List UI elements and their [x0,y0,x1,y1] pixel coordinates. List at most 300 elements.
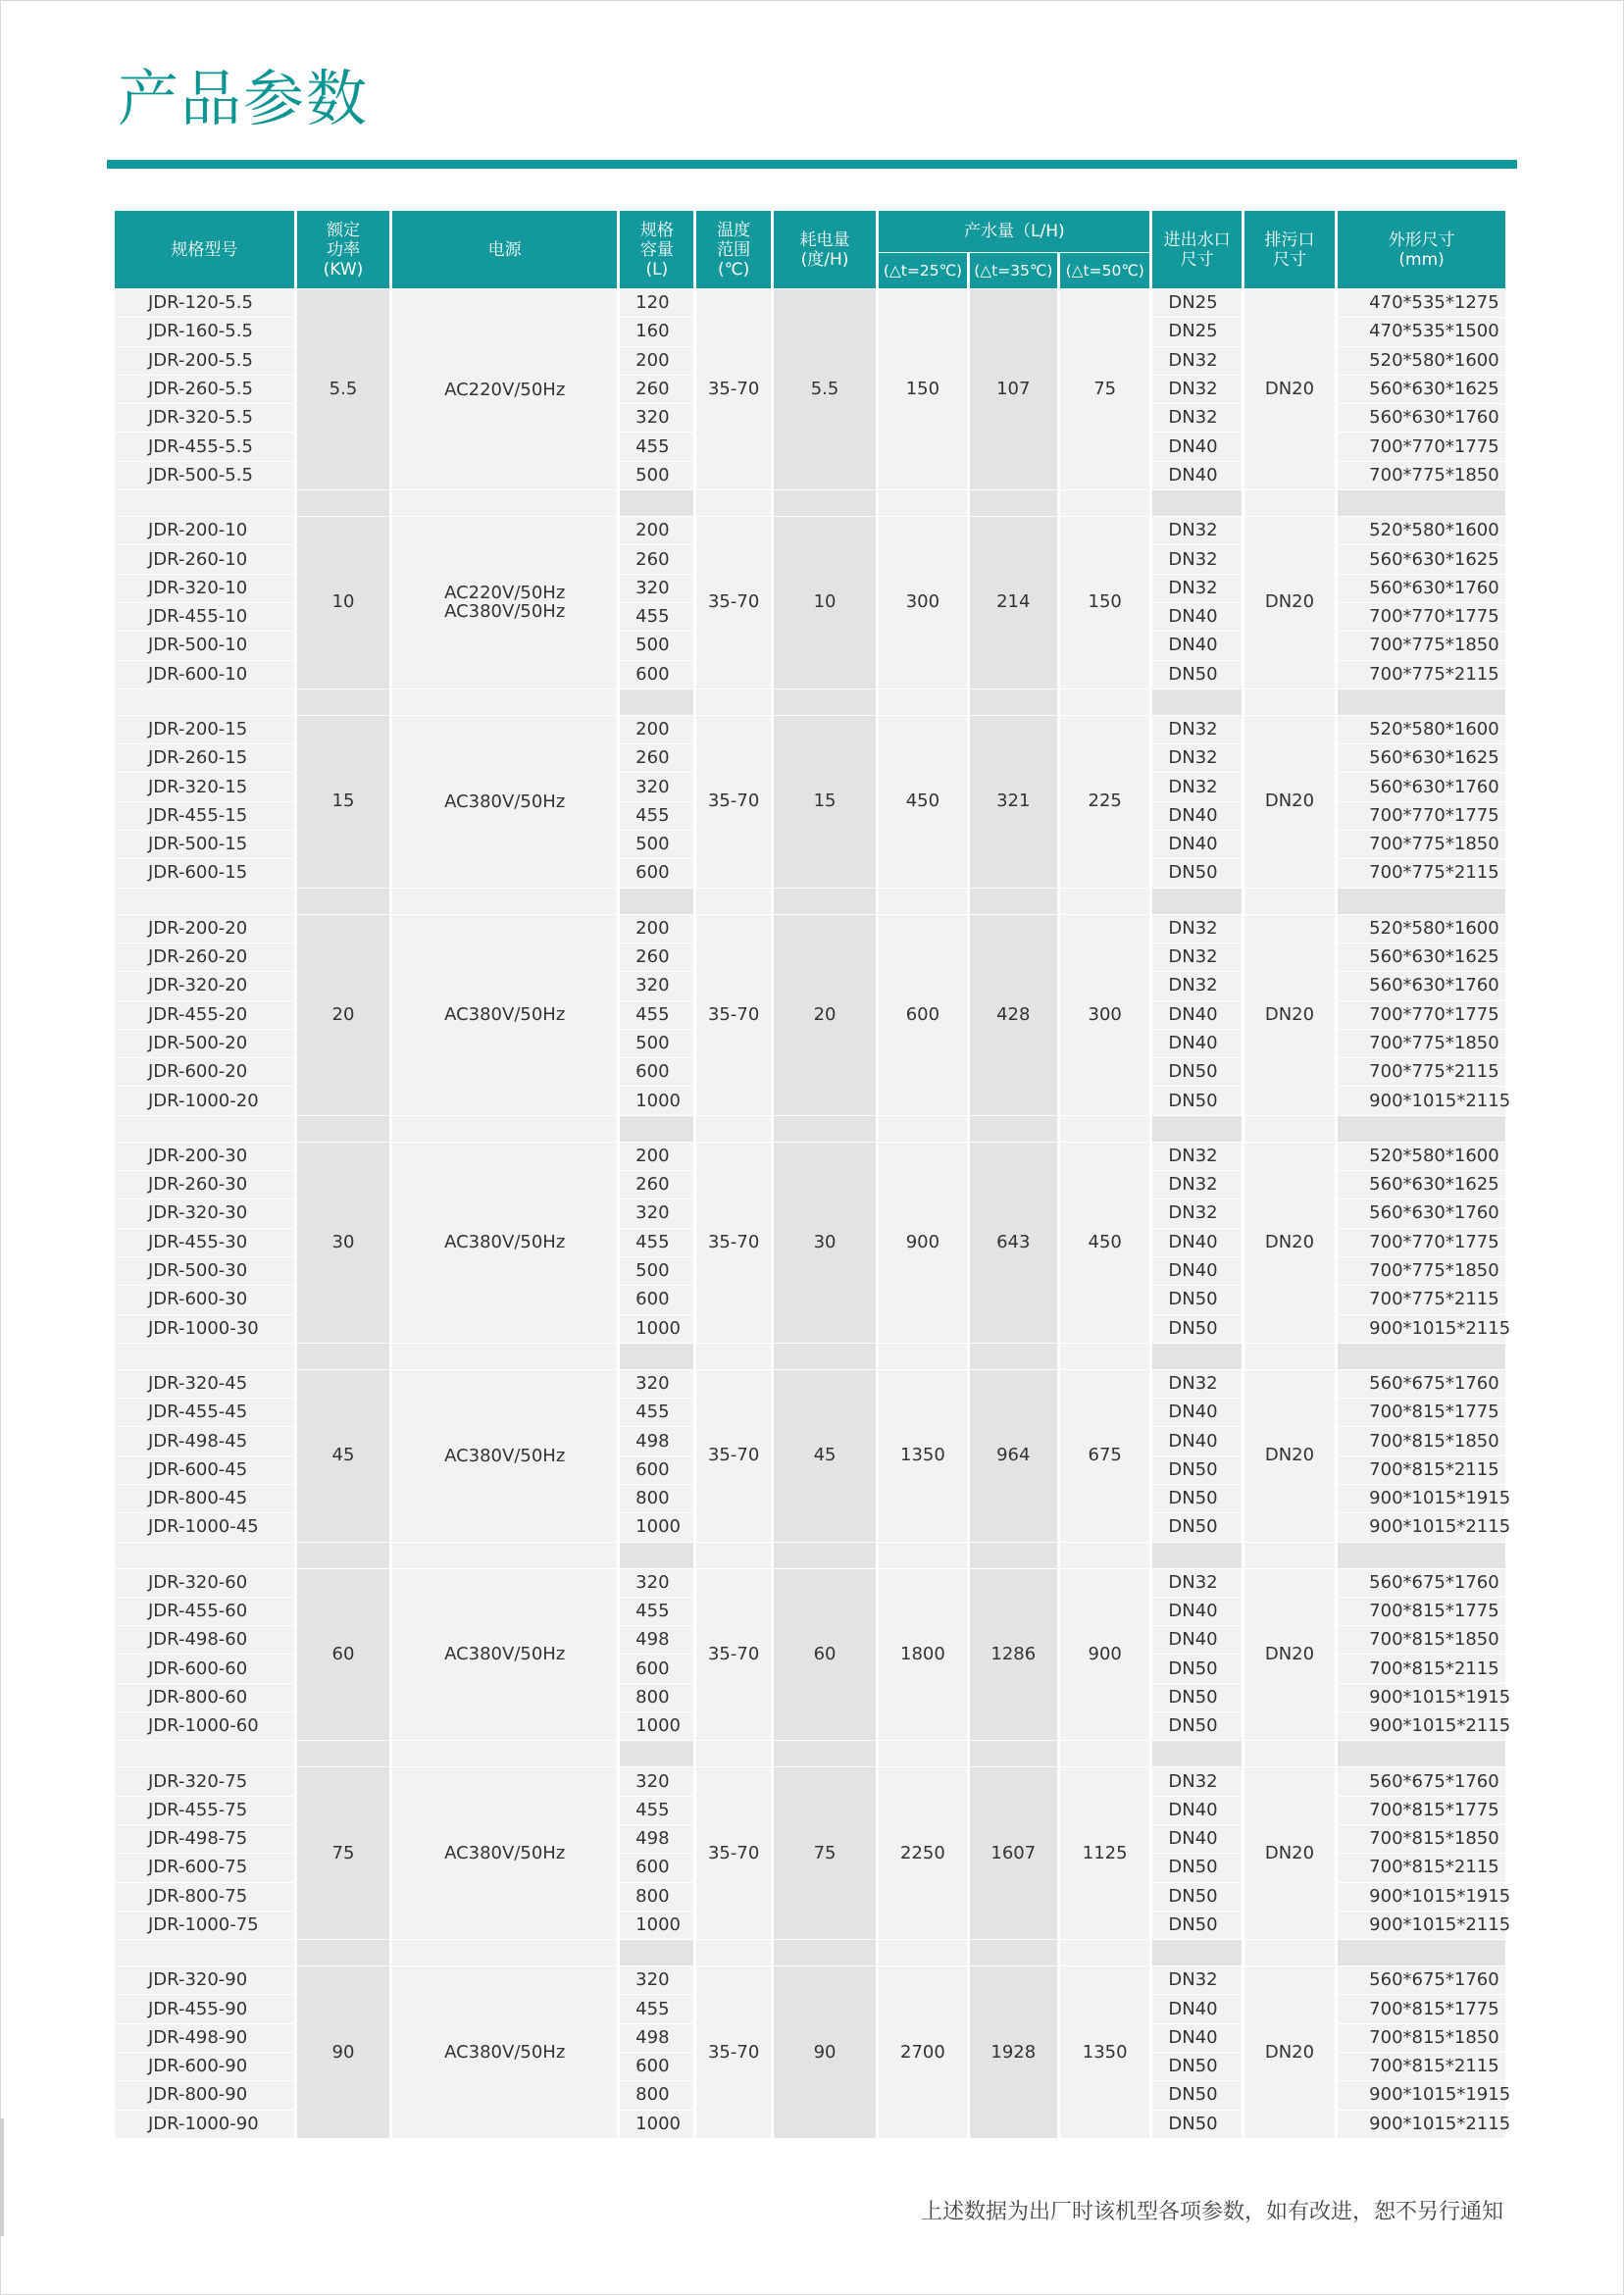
output-25-cell: 300 [879,517,966,688]
capacity-cell: 455 [620,603,693,631]
inlet-size-cell: DN50 [1152,1315,1241,1343]
model-cell: JDR-498-75 [115,1825,294,1853]
drain-size-cell: DN20 [1244,289,1335,489]
dimensions-cell: 470*535*1500 [1338,318,1505,345]
spacer-cell [970,1741,1057,1766]
spacer-cell [774,1940,876,1965]
spec-table [112,210,1511,2139]
spacer-cell [297,889,389,914]
capacity-cell: 260 [620,744,693,772]
model-cell: JDR-320-60 [115,1569,294,1597]
spacer-cell [1244,889,1335,914]
inlet-size-cell: DN50 [1152,1058,1241,1086]
dimensions-cell: 700*775*2115 [1338,1058,1505,1086]
inlet-size-cell: DN32 [1152,744,1241,772]
table-row [115,1370,1505,1398]
spacer-cell [774,490,876,516]
power-cell: 45 [297,1370,389,1542]
output-25-cell: 450 [879,716,966,888]
consumption-cell: 10 [774,517,876,688]
header-temp-l2: 范围 [717,239,751,260]
spacer-cell [1244,1741,1335,1766]
capacity-cell: 500 [620,1257,693,1285]
spacer-cell [879,1741,966,1766]
dimensions-cell: 560*630*1760 [1338,972,1505,999]
header-output-35: (△t=35℃) [970,253,1057,288]
inlet-size-cell: DN25 [1152,318,1241,345]
spacer-cell [1244,490,1335,516]
model-cell: JDR-600-10 [115,661,294,688]
dimensions-cell: 700*775*2115 [1338,859,1505,887]
header-drain-l2: 尺寸 [1272,249,1306,270]
spacer-cell [392,1543,617,1568]
inlet-size-cell: DN50 [1152,1655,1241,1682]
inlet-size-cell: DN50 [1152,1087,1241,1114]
spacer-cell [970,689,1057,715]
spacer-cell [696,1116,770,1142]
dimensions-cell: 700*770*1775 [1338,433,1505,460]
power-supply-line: AC380V/50Hz [444,2042,566,2064]
inlet-size-cell: DN40 [1152,603,1241,631]
power-supply-cell [392,1966,617,2138]
header-model: 规格型号 [115,211,294,288]
power-cell: 5.5 [297,289,389,489]
header-capacity [620,211,693,288]
model-cell: JDR-498-45 [115,1427,294,1454]
spacer-cell [1338,1116,1505,1142]
dimensions-cell: 700*815*1850 [1338,2024,1505,2052]
spacer-cell [115,490,294,516]
spacer-cell [297,1741,389,1766]
capacity-cell: 200 [620,915,693,943]
model-cell: JDR-498-90 [115,2024,294,2052]
capacity-cell: 455 [620,1797,693,1824]
output-25-cell: 150 [879,289,966,489]
group-spacer-row [115,1940,1505,1965]
model-cell: JDR-1000-30 [115,1315,294,1343]
spacer-cell [1060,689,1149,715]
model-cell: JDR-320-5.5 [115,404,294,432]
model-cell: JDR-800-90 [115,2081,294,2109]
capacity-cell: 200 [620,716,693,743]
dimensions-cell: 700*815*1850 [1338,1626,1505,1654]
inlet-size-cell: DN32 [1152,773,1241,800]
spacer-cell [115,889,294,914]
model-cell: JDR-600-20 [115,1058,294,1086]
spacer-cell [620,1543,693,1568]
inlet-size-cell: DN32 [1152,1143,1241,1170]
power-cell: 20 [297,915,389,1115]
spacer-cell [1244,1940,1335,1965]
output-50-cell: 150 [1060,517,1149,688]
table-header [115,211,1505,288]
output-50-cell: 225 [1060,716,1149,888]
header-capacity-l2: 容量 [639,239,674,260]
dimensions-cell: 520*580*1600 [1338,517,1505,544]
model-cell: JDR-320-20 [115,972,294,999]
table-body [115,289,1511,2138]
inlet-size-cell: DN50 [1152,2053,1241,2080]
model-cell: JDR-260-30 [115,1171,294,1198]
capacity-cell: 1000 [620,2111,693,2138]
table-row [115,1966,1505,1994]
dimensions-cell: 560*630*1625 [1338,944,1505,971]
page-title: 产品参数 [118,63,370,134]
spacer-cell [297,1116,389,1142]
model-cell: JDR-200-5.5 [115,347,294,375]
table-row [115,1767,1505,1795]
capacity-cell: 200 [620,517,693,544]
model-cell: JDR-1000-90 [115,2111,294,2138]
inlet-size-cell: DN40 [1152,632,1241,659]
spacer-cell [620,1741,693,1766]
power-cell: 15 [297,716,389,888]
dimensions-cell: 700*815*2115 [1338,2053,1505,2080]
dimensions-cell: 900*1015*2115 [1338,1087,1505,1114]
dimensions-cell: 560*630*1760 [1338,1199,1505,1227]
model-cell: JDR-260-5.5 [115,376,294,403]
capacity-cell: 200 [620,347,693,375]
dimensions-cell: 700*775*1850 [1338,462,1505,489]
dimensions-cell: 470*535*1275 [1338,289,1505,317]
inlet-size-cell: DN32 [1152,517,1241,544]
spacer-cell [970,1344,1057,1369]
capacity-cell: 800 [620,1485,693,1512]
dimensions-cell: 560*675*1760 [1338,1370,1505,1398]
header-power-l1: 额定 [326,220,360,240]
power-supply-cell [392,1143,617,1343]
output-35-cell: 643 [970,1143,1057,1343]
spacer-cell [620,889,693,914]
temp-range-cell: 35-70 [696,289,770,489]
model-cell: JDR-800-60 [115,1684,294,1711]
spacer-cell [1338,1741,1505,1766]
dimensions-cell: 900*1015*2115 [1338,1315,1505,1343]
model-cell: JDR-600-75 [115,1854,294,1881]
spacer-cell [1152,1741,1241,1766]
model-cell: JDR-320-75 [115,1767,294,1795]
power-cell: 30 [297,1143,389,1343]
spacer-cell [1338,889,1505,914]
header-power-l3: (KW) [323,259,364,280]
output-50-cell: 300 [1060,915,1149,1115]
spacer-cell [1338,1344,1505,1369]
spacer-cell [297,689,389,715]
drain-size-cell: DN20 [1244,1767,1335,1939]
group-spacer-row [115,689,1505,715]
spacer-cell [115,1741,294,1766]
spacer-cell [1152,490,1241,516]
consumption-cell: 20 [774,915,876,1115]
spacer-cell [970,1543,1057,1568]
spacer-cell [1152,1940,1241,1965]
dimensions-cell: 560*630*1625 [1338,376,1505,403]
dimensions-cell: 560*630*1760 [1338,575,1505,602]
header-capacity-l3: (L) [645,259,669,280]
inlet-size-cell: DN50 [1152,1684,1241,1711]
spacer-cell [879,1116,966,1142]
inlet-size-cell: DN40 [1152,1825,1241,1853]
group-spacer-row [115,889,1505,914]
spacer-cell [392,889,617,914]
model-cell: JDR-320-45 [115,1370,294,1398]
model-cell: JDR-455-5.5 [115,433,294,460]
model-cell: JDR-600-60 [115,1655,294,1682]
inlet-size-cell: DN40 [1152,1030,1241,1057]
output-25-cell: 900 [879,1143,966,1343]
capacity-cell: 455 [620,1229,693,1256]
dimensions-cell: 520*580*1600 [1338,915,1505,943]
drain-size-cell: DN20 [1244,517,1335,688]
output-50-cell: 1350 [1060,1966,1149,2138]
consumption-cell: 60 [774,1569,876,1741]
dimensions-cell: 560*630*1760 [1338,773,1505,800]
output-25-cell: 2700 [879,1966,966,2138]
output-25-cell: 1350 [879,1370,966,1542]
spacer-cell [1060,1344,1149,1369]
inlet-size-cell: DN32 [1152,545,1241,573]
power-supply-cell [392,1569,617,1741]
spacer-cell [115,1116,294,1142]
header-power [297,211,389,288]
dimensions-cell: 900*1015*1915 [1338,1485,1505,1512]
spacer-cell [1060,889,1149,914]
inlet-size-cell: DN40 [1152,1598,1241,1625]
header-temp-l3: (℃) [717,259,750,280]
dimensions-cell: 520*580*1600 [1338,347,1505,375]
dimensions-cell: 900*1015*1915 [1338,2081,1505,2109]
capacity-cell: 320 [620,1370,693,1398]
power-cell: 10 [297,517,389,688]
dimensions-cell: 700*775*1850 [1338,1030,1505,1057]
dimensions-cell: 560*630*1625 [1338,545,1505,573]
model-cell: JDR-455-75 [115,1797,294,1824]
model-cell: JDR-600-90 [115,2053,294,2080]
power-supply-cell [392,1767,617,1939]
power-supply-line: AC380V/50Hz [444,1644,566,1665]
spacer-cell [115,689,294,715]
capacity-cell: 498 [620,1427,693,1454]
capacity-cell: 500 [620,632,693,659]
capacity-cell: 600 [620,859,693,887]
spacer-cell [297,1543,389,1568]
header-consumption [774,211,876,288]
power-supply-line: AC380V/50Hz [444,1445,566,1466]
spacer-cell [1338,1543,1505,1568]
power-supply-cell [392,289,617,489]
spacer-cell [1338,689,1505,715]
capacity-cell: 600 [620,1655,693,1682]
inlet-size-cell: DN40 [1152,831,1241,858]
dimensions-cell: 700*770*1775 [1338,1229,1505,1256]
inlet-size-cell: DN50 [1152,1912,1241,1939]
inlet-size-cell: DN50 [1152,859,1241,887]
capacity-cell: 200 [620,1143,693,1170]
spacer-cell [115,1543,294,1568]
consumption-cell: 30 [774,1143,876,1343]
dimensions-cell: 560*675*1760 [1338,1569,1505,1597]
dimensions-cell: 900*1015*1915 [1338,1684,1505,1711]
inlet-size-cell: DN50 [1152,1854,1241,1881]
capacity-cell: 120 [620,289,693,317]
dimensions-cell: 700*775*2115 [1338,661,1505,688]
model-cell: JDR-500-5.5 [115,462,294,489]
spacer-cell [774,1543,876,1568]
temp-range-cell: 35-70 [696,1966,770,2138]
capacity-cell: 1000 [620,1315,693,1343]
inlet-size-cell: DN50 [1152,1712,1241,1740]
output-50-cell: 75 [1060,289,1149,489]
table-row [115,517,1505,544]
output-35-cell: 107 [970,289,1057,489]
power-supply-line: AC380V/50Hz [444,1004,566,1026]
spacer-cell [1338,490,1505,516]
output-35-cell: 1607 [970,1767,1057,1939]
spacer-cell [879,1940,966,1965]
inlet-size-cell: DN40 [1152,2024,1241,2052]
spacer-cell [297,1344,389,1369]
model-cell: JDR-160-5.5 [115,318,294,345]
output-35-cell: 1286 [970,1569,1057,1741]
header-temp [696,211,770,288]
inlet-size-cell: DN32 [1152,1569,1241,1597]
capacity-cell: 455 [620,1598,693,1625]
model-cell: JDR-1000-75 [115,1912,294,1939]
group-spacer-row [115,1344,1505,1369]
output-50-cell: 450 [1060,1143,1149,1343]
temp-range-cell: 35-70 [696,1370,770,1542]
capacity-cell: 455 [620,433,693,460]
capacity-cell: 260 [620,376,693,403]
dimensions-cell: 900*1015*2115 [1338,1513,1505,1541]
inlet-size-cell: DN40 [1152,433,1241,460]
inlet-size-cell: DN32 [1152,1370,1241,1398]
spacer-cell [970,1940,1057,1965]
capacity-cell: 600 [620,1456,693,1484]
spacer-cell [1338,1940,1505,1965]
spacer-cell [297,1940,389,1965]
dimensions-cell: 560*630*1760 [1338,404,1505,432]
power-supply-line: AC380V/50Hz [444,1232,566,1253]
inlet-size-cell: DN32 [1152,376,1241,403]
spacer-cell [392,1940,617,1965]
inlet-size-cell: DN50 [1152,1485,1241,1512]
inlet-size-cell: DN50 [1152,1286,1241,1313]
inlet-size-cell: DN50 [1152,1513,1241,1541]
spacer-cell [970,889,1057,914]
capacity-cell: 1000 [620,1087,693,1114]
spacer-cell [1060,1741,1149,1766]
dimensions-cell: 560*630*1625 [1338,744,1505,772]
model-cell: JDR-600-45 [115,1456,294,1484]
header-dims-l1: 外形尺寸 [1388,230,1455,250]
dimensions-cell: 700*775*1850 [1338,632,1505,659]
spacer-cell [1244,1116,1335,1142]
header-consumption-l2: (度/H) [800,249,849,270]
model-cell: JDR-320-10 [115,575,294,602]
inlet-size-cell: DN32 [1152,1199,1241,1227]
inlet-size-cell: DN32 [1152,716,1241,743]
consumption-cell: 5.5 [774,289,876,489]
inlet-size-cell: DN40 [1152,1995,1241,2022]
header-output-50: (△t=50℃) [1060,253,1149,288]
inlet-size-cell: DN32 [1152,1767,1241,1795]
inlet-size-cell: DN40 [1152,1797,1241,1824]
power-supply-line: AC220V/50Hz [444,379,566,400]
spacer-cell [1152,889,1241,914]
inlet-size-cell: DN50 [1152,1456,1241,1484]
output-35-cell: 1928 [970,1966,1057,2138]
inlet-size-cell: DN32 [1152,404,1241,432]
spacer-cell [1244,1344,1335,1369]
model-cell: JDR-800-75 [115,1883,294,1911]
drain-size-cell: DN20 [1244,1370,1335,1542]
dimensions-cell: 900*1015*2115 [1338,1712,1505,1740]
spacer-cell [1152,689,1241,715]
spacer-cell [392,1741,617,1766]
model-cell: JDR-455-30 [115,1229,294,1256]
spacer-cell [620,689,693,715]
spacer-cell [1244,689,1335,715]
model-cell: JDR-1000-60 [115,1712,294,1740]
inlet-size-cell: DN40 [1152,1257,1241,1285]
model-cell: JDR-500-30 [115,1257,294,1285]
capacity-cell: 455 [620,1001,693,1029]
drain-size-cell: DN20 [1244,915,1335,1115]
spacer-cell [879,689,966,715]
temp-range-cell: 35-70 [696,716,770,888]
group-spacer-row [115,1543,1505,1568]
spacer-cell [696,1344,770,1369]
header-capacity-l1: 规格 [639,220,674,240]
spacer-cell [1244,1543,1335,1568]
table-row [115,1569,1505,1597]
table-row [115,1143,1505,1170]
consumption-cell: 45 [774,1370,876,1542]
inlet-size-cell: DN50 [1152,1883,1241,1911]
dimensions-cell: 520*580*1600 [1338,1143,1505,1170]
drain-size-cell: DN20 [1244,1966,1335,2138]
capacity-cell: 160 [620,318,693,345]
spec-table-container [112,210,1511,2139]
capacity-cell: 260 [620,944,693,971]
inlet-size-cell: DN40 [1152,802,1241,830]
output-35-cell: 428 [970,915,1057,1115]
capacity-cell: 260 [620,1171,693,1198]
dimensions-cell: 900*1015*1915 [1338,1883,1505,1911]
spacer-cell [774,1741,876,1766]
model-cell: JDR-1000-20 [115,1087,294,1114]
inlet-size-cell: DN50 [1152,661,1241,688]
model-cell: JDR-455-60 [115,1598,294,1625]
spacer-cell [774,889,876,914]
inlet-size-cell: DN40 [1152,1001,1241,1029]
spacer-cell [879,490,966,516]
output-25-cell: 600 [879,915,966,1115]
inlet-size-cell: DN40 [1152,1626,1241,1654]
spacer-cell [297,490,389,516]
inlet-size-cell: DN32 [1152,1171,1241,1198]
model-cell: JDR-500-10 [115,632,294,659]
dimensions-cell: 700*815*2115 [1338,1854,1505,1881]
table-row [115,915,1505,943]
capacity-cell: 320 [620,1966,693,1994]
capacity-cell: 800 [620,1883,693,1911]
dimensions-cell: 900*1015*2115 [1338,2111,1505,2138]
spacer-cell [620,1116,693,1142]
temp-range-cell: 35-70 [696,1143,770,1343]
dimensions-cell: 700*775*1850 [1338,831,1505,858]
